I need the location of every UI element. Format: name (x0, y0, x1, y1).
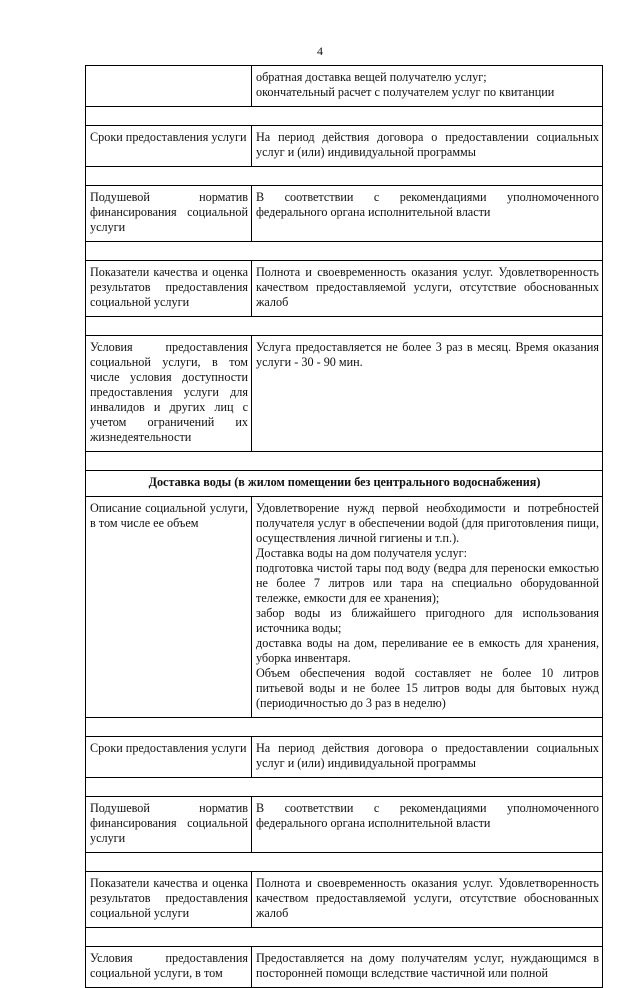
services-table (85, 65, 603, 988)
table-section-top (86, 66, 603, 471)
row-label: Описание социальной услуги, в том числе ее объем (86, 497, 252, 718)
row-label: Подушевой норматив финансирования социальной услуги (86, 797, 252, 853)
row-spacer (86, 853, 603, 872)
row-value (252, 126, 603, 167)
row-value (252, 497, 603, 718)
section-title: Доставка воды (в жилом помещении без центрального водоснабжения) (86, 471, 603, 497)
row-value (252, 186, 603, 242)
value-line: окончательный расчет с получателем услуг по квитанции (256, 85, 555, 99)
value-line: Удовлетворение нужд первой необходимости и потребностей получателя услуг в обеспечении водой (для приготовления пищи, осуществления личной гигиены и т.п.). (256, 501, 599, 545)
table-row (86, 737, 603, 778)
row-spacer-cell (86, 107, 603, 126)
value-line: На период действия договора о предоставлении социальных услуг и (или) индивидуальной программы (256, 741, 599, 770)
row-spacer-cell (86, 167, 603, 186)
section-header-row (86, 471, 603, 497)
row-spacer (86, 718, 603, 737)
row-label (86, 66, 252, 107)
table-row (86, 66, 603, 107)
row-spacer (86, 107, 603, 126)
table-row (86, 336, 603, 452)
row-spacer (86, 928, 603, 947)
row-spacer-cell (86, 928, 603, 947)
row-label: Показатели качества и оценка результатов предоставления социальной услуги (86, 872, 252, 928)
row-spacer-cell (86, 778, 603, 797)
table-row (86, 947, 603, 988)
value-line: подготовка чистой тары под воду (ведра для переноски емкостью не более 7 литров или тара на специально оборудованной тележке, емкости для ее хранения); (256, 561, 599, 605)
value-line: В соответствии с рекомендациями уполномоченного федерального органа исполнительной власти (256, 801, 599, 830)
row-spacer-cell (86, 718, 603, 737)
row-value (252, 66, 603, 107)
table-row (86, 872, 603, 928)
row-label: Подушевой норматив финансирования социальной услуги (86, 186, 252, 242)
table-row (86, 497, 603, 718)
table-row (86, 126, 603, 167)
row-spacer-cell (86, 452, 603, 471)
value-line: Полнота и своевременность оказания услуг. Удовлетворенность качеством предоставляемой услуги, отсутствие обоснованных жалоб (256, 876, 599, 920)
row-spacer-cell (86, 242, 603, 261)
row-label: Сроки предоставления услуги (86, 126, 252, 167)
row-label: Показатели качества и оценка результатов предоставления социальной услуги (86, 261, 252, 317)
page-number: 4 (317, 44, 323, 58)
row-spacer (86, 452, 603, 471)
row-spacer-cell (86, 853, 603, 872)
row-value (252, 737, 603, 778)
row-spacer (86, 317, 603, 336)
row-label: Условия предоставления социальной услуги, в том (86, 947, 252, 988)
row-spacer (86, 778, 603, 797)
value-line: обратная доставка вещей получателю услуг; (256, 70, 487, 84)
value-line: Доставка воды на дом получателя услуг: (256, 546, 467, 560)
value-line: Услуга предоставляется не более 3 раз в месяц. Время оказания услуги - 30 - 90 мин. (256, 340, 599, 369)
row-value (252, 872, 603, 928)
row-value (252, 947, 603, 988)
row-value (252, 261, 603, 317)
value-line: Объем обеспечения водой составляет не более 10 литров питьевой воды и не более 15 литров воды для бытовых нужд (периодичностью до 3 раз в неделю) (256, 666, 599, 710)
table-section-bottom (86, 497, 603, 988)
value-line: На период действия договора о предоставлении социальных услуг и (или) индивидуальной программы (256, 130, 599, 159)
value-line: доставка воды на дом, переливание ее в емкость для хранения, уборка инвентаря. (256, 636, 599, 665)
table-row (86, 261, 603, 317)
value-line: В соответствии с рекомендациями уполномоченного федерального органа исполнительной власти (256, 190, 599, 219)
value-line: забор воды из ближайшего пригодного для использования источника воды; (256, 606, 599, 635)
row-value (252, 797, 603, 853)
row-value (252, 336, 603, 452)
row-spacer (86, 242, 603, 261)
row-spacer-cell (86, 317, 603, 336)
row-label: Условия предоставления социальной услуги, в том числе условия доступности предоставления услуги для инвалидов и других лиц с учетом ограничений их жизнедеятельности (86, 336, 252, 452)
row-spacer (86, 167, 603, 186)
value-line: Полнота и своевременность оказания услуг. Удовлетворенность качеством предоставляемой услуги, отсутствие обоснованных жалоб (256, 265, 599, 309)
value-line: Предоставляется на дому получателям услуг, нуждающимся в посторонней помощи вследствие частичной или полной (256, 951, 599, 980)
table-row (86, 186, 603, 242)
table-section-header (86, 471, 603, 497)
table-row (86, 797, 603, 853)
row-label: Сроки предоставления услуги (86, 737, 252, 778)
